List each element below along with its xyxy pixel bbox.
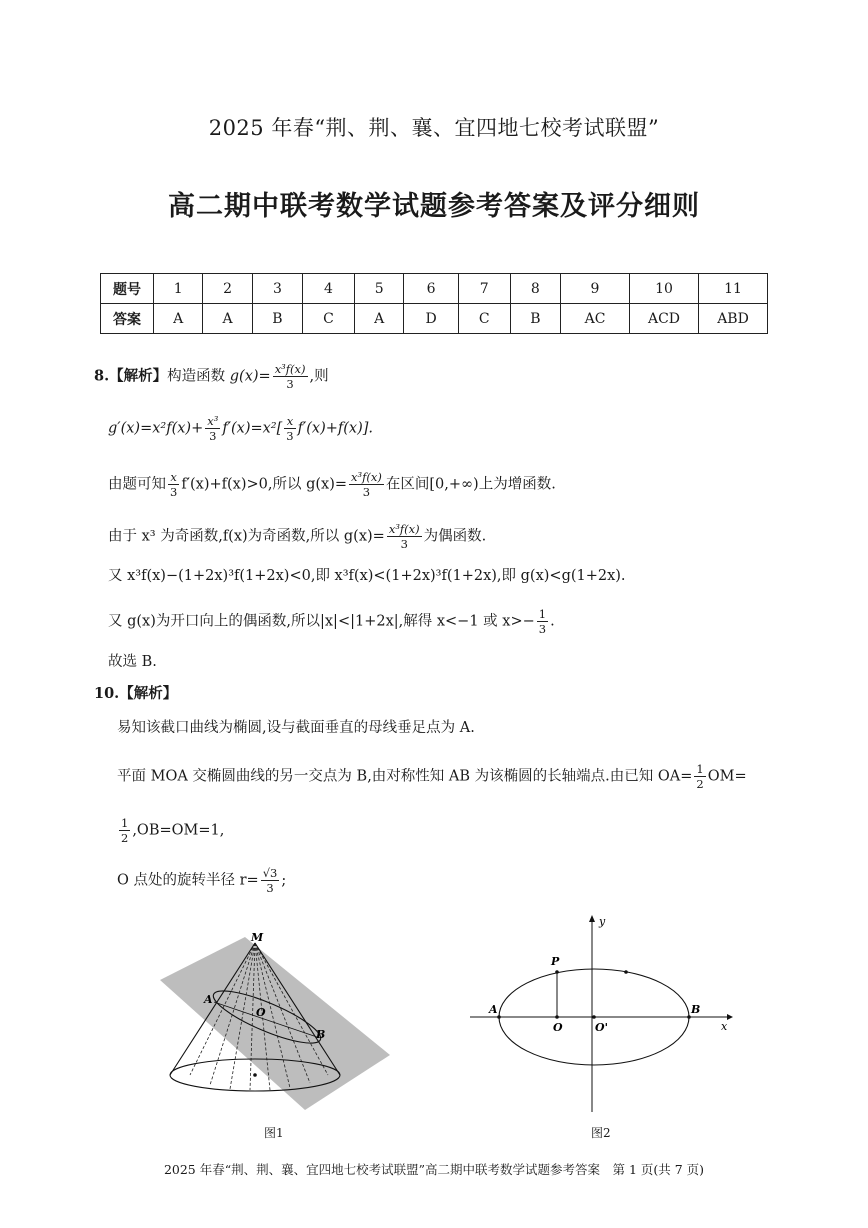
fraction-numerator: x³f(x)	[351, 470, 382, 484]
q8-intro-end: ,则	[309, 368, 329, 385]
q8-line4-fraction	[387, 522, 422, 551]
table-cell: 6	[404, 274, 458, 304]
table-cell: ACD	[630, 304, 699, 334]
table-cell: A	[154, 304, 203, 334]
q8-line4-a: 由于 x³ 为奇函数,f(x)为奇函数,所以 g(x)=	[108, 528, 385, 545]
label-o-prime: O'	[595, 1021, 608, 1034]
row-label-number: 题号	[101, 274, 154, 304]
fraction-denominator: 3	[538, 622, 547, 636]
fraction-denominator: 3	[170, 485, 178, 499]
q8-line3-b: f′(x)+f(x)>0,所以 g(x)=	[181, 476, 348, 493]
table-cell: 7	[458, 274, 510, 304]
q10-half-fraction	[694, 762, 705, 791]
q8-derivative	[108, 414, 373, 443]
label-m: M	[251, 931, 264, 944]
table-cell: 5	[355, 274, 404, 304]
figure2-ellipse-plot	[465, 910, 740, 1115]
point-p	[555, 970, 559, 974]
q8-intro-g: g(x)=	[229, 368, 271, 385]
fraction-denominator: 3	[286, 377, 294, 391]
point-upper	[624, 970, 628, 974]
q8-line4	[108, 522, 486, 551]
q8-fraction	[273, 362, 308, 391]
page-footer: 2025 年春“荆、荆、襄、宜四地七校考试联盟”高二期中联考数学试题参考答案 第 1 页(共 7 页)	[163, 1162, 705, 1177]
q8-line3-gfrac	[349, 470, 384, 499]
table-cell: A	[355, 304, 404, 334]
table-cell: 11	[699, 274, 768, 304]
cutting-plane	[160, 937, 390, 1110]
point-a	[497, 1015, 501, 1019]
label-a: A	[204, 993, 213, 1006]
fraction-denominator: 2	[696, 777, 704, 791]
q10-half-fraction-2	[119, 816, 130, 845]
q8-line3	[108, 470, 556, 499]
table-cell: A	[203, 304, 252, 334]
fraction-numerator: x³	[207, 414, 219, 428]
q10-line2-a: 平面 MOA 交椭圆曲线的另一交点为 B,由对称性知 AB 为该椭圆的长轴端点.由已知 OA=	[117, 768, 693, 785]
table-cell: 3	[252, 274, 302, 304]
fraction-denominator: 3	[209, 429, 217, 443]
q10-label: 10.【解析】	[94, 685, 178, 702]
table-cell: 9	[561, 274, 630, 304]
q8-label: 8.【解析】	[94, 367, 168, 385]
fraction-numerator: x	[168, 470, 179, 485]
fraction-numerator: √3	[262, 866, 278, 880]
q8-deriv-b: f′(x)=x²[	[222, 420, 283, 437]
row-label-answer: 答案	[101, 304, 154, 334]
fraction-numerator: x³f(x)	[388, 522, 420, 536]
table-cell: 10	[630, 274, 699, 304]
fraction-denominator: 3	[266, 881, 274, 895]
q8-conclusion: 故选 B.	[108, 654, 157, 670]
q8-line6-fraction	[537, 607, 548, 636]
q8-line6	[108, 607, 555, 636]
q8-deriv-fraction	[205, 414, 220, 443]
fraction-numerator: 1	[696, 762, 704, 776]
table-row-answers	[101, 304, 768, 334]
figure1-cone	[150, 925, 400, 1125]
q8-line3-c: 在区间[0,+∞)上为增函数.	[385, 476, 556, 493]
table-cell: B	[252, 304, 302, 334]
table-cell: 1	[154, 274, 203, 304]
header-title-line2: 高二期中联考数学试题参考答案及评分细则	[168, 191, 700, 222]
fraction-denominator: 3	[362, 485, 371, 499]
q10-line1: 易知该截口曲线为椭圆,设与截面垂直的母线垂足点为 A.	[117, 720, 475, 736]
q10-line4	[117, 866, 286, 895]
q10-line3-text: ,OB=OM=1,	[132, 822, 225, 839]
x-axis-arrow	[727, 1014, 733, 1020]
q10-line2-b: OM=	[707, 768, 747, 785]
label-b: B	[316, 1028, 326, 1041]
q8-line6-a: 又 g(x)为开口向上的偶函数,所以|x|<|1+2x|,解得 x<−1 或 x>−	[108, 613, 535, 630]
figure1-caption: 图1	[264, 1126, 284, 1140]
table-cell: 2	[203, 274, 252, 304]
q8-line5: 又 x³f(x)−(1+2x)³f(1+2x)<0,即 x³f(x)<(1+2x)³f(1+2x),即 g(x)<g(1+2x).	[108, 568, 626, 584]
fraction-numerator: 1	[121, 816, 129, 830]
answer-table	[100, 273, 768, 334]
table-cell: C	[302, 304, 354, 334]
table-cell: D	[404, 304, 458, 334]
table-cell: 8	[510, 274, 560, 304]
q8-deriv-a: g′(x)=x²f(x)+	[108, 420, 204, 437]
label-p: P	[551, 955, 560, 968]
header-title-line1: 2025 年春“荆、荆、襄、宜四地七校考试联盟”	[208, 116, 660, 140]
fraction-denominator: 3	[286, 429, 294, 443]
q8-line4-b: 为偶函数.	[423, 528, 487, 545]
table-cell: B	[510, 304, 560, 334]
table-cell: C	[458, 304, 510, 334]
fraction-numerator: x	[284, 414, 295, 429]
y-axis-arrow	[589, 915, 595, 922]
q10-line2	[117, 762, 747, 791]
table-cell: ABD	[699, 304, 768, 334]
q8-line3-fraction	[168, 470, 179, 499]
q8-line1	[94, 362, 329, 391]
q8-line3-a: 由题可知	[108, 476, 166, 493]
label-o: O	[256, 1006, 266, 1019]
label-x: x	[721, 1020, 728, 1033]
fraction-denominator: 2	[121, 831, 129, 845]
fraction-denominator: 3	[400, 537, 408, 551]
q10-line3	[117, 816, 224, 845]
q8-intro: 构造函数	[167, 368, 226, 385]
q10-line4-end: ;	[281, 872, 287, 889]
q10-line4-a: O 点处的旋转半径 r=	[117, 872, 259, 889]
fraction-numerator: x³f(x)	[274, 362, 306, 376]
q8-deriv-inner-fraction	[284, 414, 295, 443]
q8-line6-end: .	[550, 613, 555, 630]
q10-radius-fraction	[261, 866, 280, 895]
table-cell: 4	[302, 274, 354, 304]
label-b: B	[691, 1003, 701, 1016]
q8-deriv-c: f′(x)+f(x)].	[297, 420, 374, 437]
table-row-numbers	[101, 274, 768, 304]
label-a: A	[489, 1003, 498, 1016]
base-center	[253, 1073, 257, 1077]
point-o-prime	[592, 1015, 596, 1019]
point-o	[555, 1015, 559, 1019]
label-y: y	[599, 915, 606, 928]
figure2-caption: 图2	[591, 1126, 611, 1140]
table-cell: AC	[561, 304, 630, 334]
label-o: O	[553, 1021, 563, 1034]
fraction-numerator: 1	[538, 607, 547, 621]
